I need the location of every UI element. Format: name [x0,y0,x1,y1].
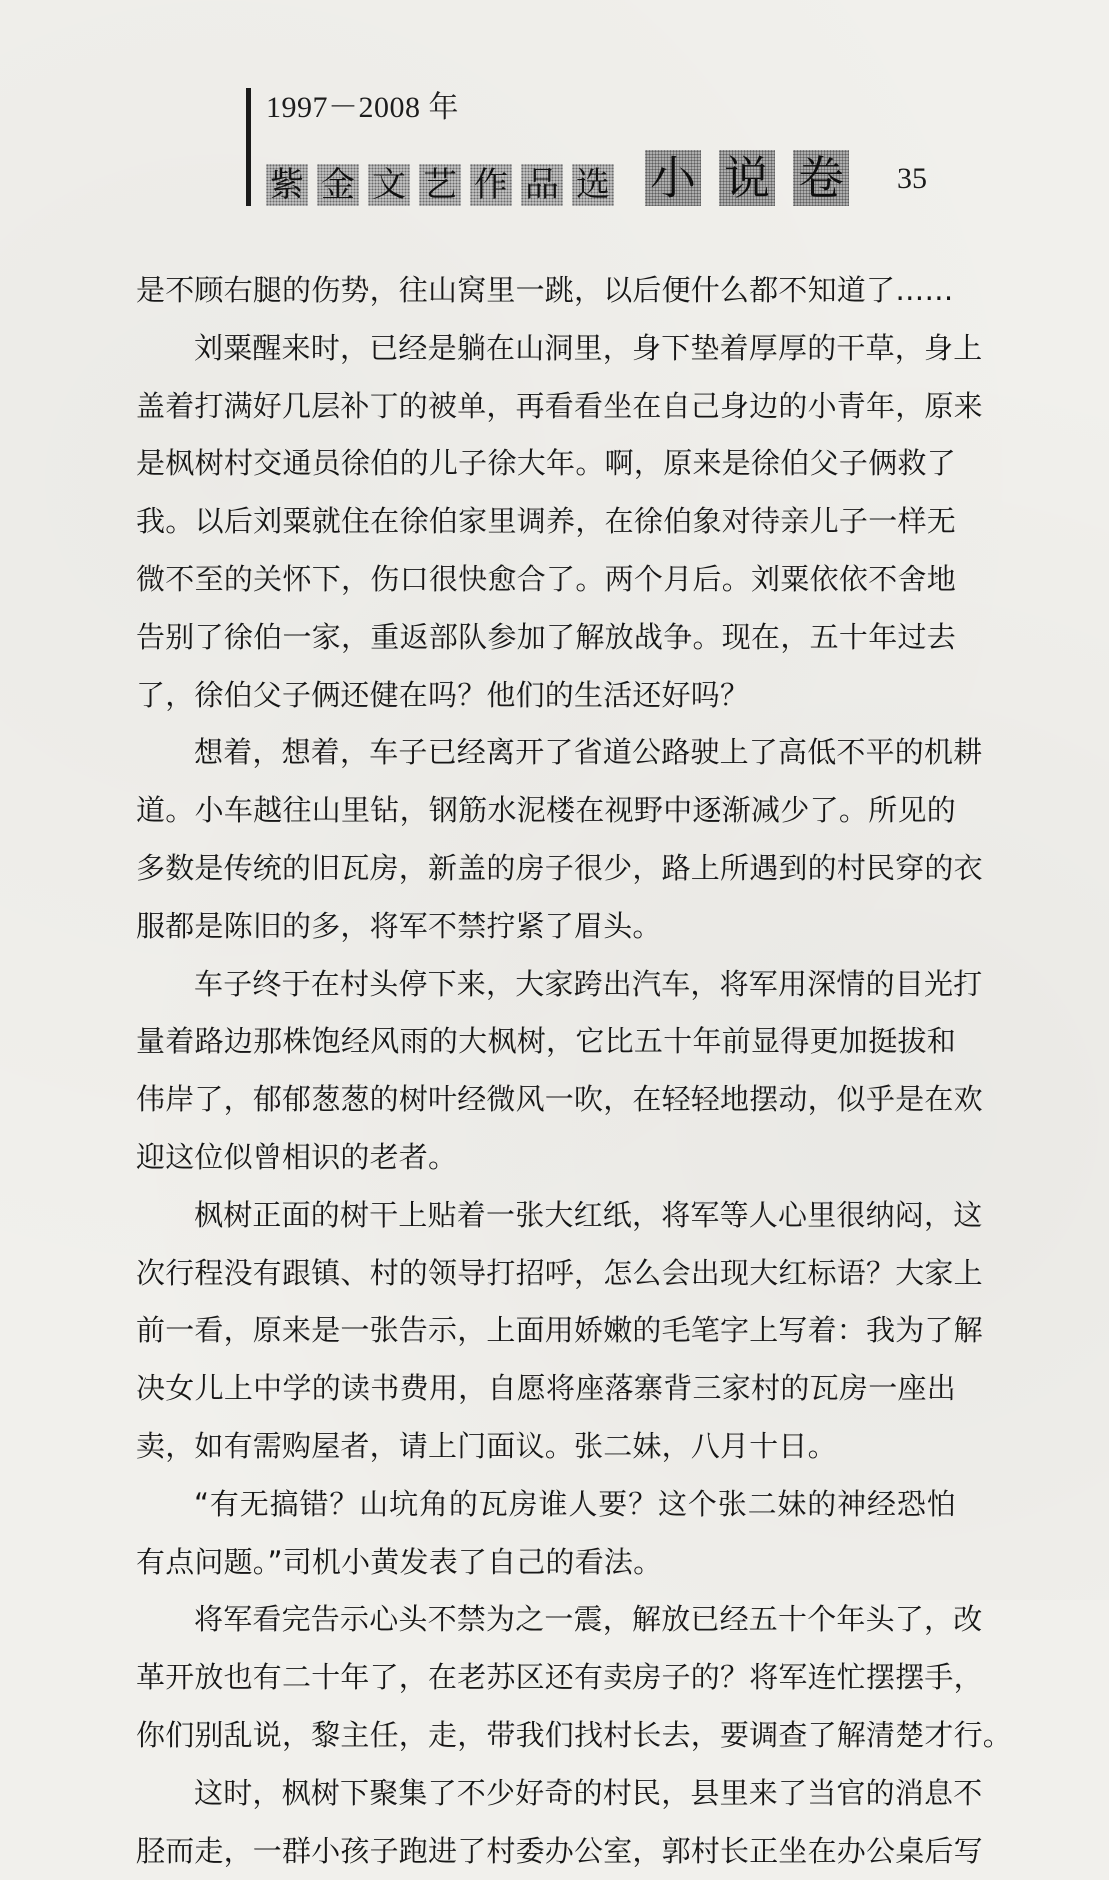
text-line: 刘粟醒来时，已经是躺在山洞里，身下垫着厚厚的干草，身上 [194,330,983,365]
series-title-char: 艺 [419,164,461,206]
text-line: 我。以后刘粟就住在徐伯家里调养，在徐伯象对待亲儿子一样无 [136,504,956,539]
text-line: 迎这位似曾相识的老者。 [136,1139,458,1174]
body-text [136,262,1013,1880]
text-line: 是不顾右腿的伤势，往山窝里一跳，以后便什么都不知道了…… [136,273,954,307]
text-line: 次行程没有跟镇、村的领导打招呼，怎么会出现大红标语？大家上 [136,1255,983,1290]
series-title-char: 选 [572,164,614,206]
text-line: 想着，想着，车子已经离开了省道公路驶上了高低不平的机耕 [194,735,983,770]
series-title [266,164,623,206]
text-line: 多数是传统的旧瓦房，新盖的房子很少，路上所遇到的村民穿的衣 [136,850,983,885]
text-line: “有无搞错？山坑角的瓦房谁人要？这个张二妹的神经恐怕 [194,1486,956,1521]
text-line: 卖，如有需购屋者，请上门面议。张二妹，八月十日。 [136,1428,837,1463]
volume-title-char: 卷 [793,150,849,206]
text-line: 胫而走，一群小孩子跑进了村委办公室，郭村长正坐在办公桌后写 [136,1833,983,1868]
text-line: 服都是陈旧的多，将军不禁拧紧了眉头。 [136,908,662,943]
series-title-char: 紫 [266,164,308,206]
text-line: 枫树正面的树干上贴着一张大红纸，将军等人心里很纳闷，这 [194,1197,983,1232]
text-line: 决女儿上中学的读书费用，自愿将座落寨背三家村的瓦房一座出 [136,1371,956,1406]
text-line: 伟岸了，郁郁葱葱的树叶经微风一吹，在轻轻地摆动，似乎是在欢 [136,1082,983,1117]
series-title-char: 作 [470,164,512,206]
text-line: 告别了徐伯一家，重返部队参加了解放战争。现在，五十年过去 [136,619,956,654]
text-line: 你们别乱说，黎主任，走，带我们找村长去，要调查了解清楚才行。 [136,1717,1013,1752]
text-line: 将军看完告示心头不禁为之一震，解放已经五十个年头了，改 [194,1602,983,1637]
text-line: 前一看，原来是一张告示，上面用娇嫩的毛笔字上写着：我为了解 [136,1313,983,1348]
text-line: 这时，枫树下聚集了不少好奇的村民，县里来了当官的消息不 [194,1775,983,1810]
volume-title-char: 小 [645,150,701,206]
text-line: 微不至的关怀下，伤口很快愈合了。两个月后。刘粟依依不舍地 [136,561,956,596]
text-line: 道。小车越往山里钻，钢筋水泥楼在视野中逐渐减少了。所见的 [136,793,956,828]
text-line: 盖着打满好几层补丁的被单，再看看坐在自己身边的小青年，原来 [136,388,983,423]
text-line: 量着路边那株饱经风雨的大枫树，它比五十年前显得更加挺拔和 [136,1024,956,1059]
series-title-char: 金 [317,164,359,206]
text-line: 车子终于在村头停下来，大家跨出汽车，将军用深情的目光打 [194,966,983,1001]
header-vertical-rule [246,88,251,206]
text-line: 是枫树村交通员徐伯的儿子徐大年。啊，原来是徐伯父子俩救了 [136,446,956,481]
volume-title [645,150,849,206]
series-title-row [266,146,849,206]
text-line: 了，徐伯父子俩还健在吗？他们的生活还好吗？ [136,677,750,712]
text-line: 有点问题。”司机小黄发表了自己的看法。 [136,1544,663,1579]
volume-title-char: 说 [719,150,775,206]
series-years: 1997－2008 年 [266,91,459,124]
series-title-char: 文 [368,164,410,206]
series-title-char: 品 [521,164,563,206]
text-line: 革开放也有二十年了，在老苏区还有卖房子的？将军连忙摆摆手， [136,1660,983,1695]
page-number: 35 [897,162,927,195]
